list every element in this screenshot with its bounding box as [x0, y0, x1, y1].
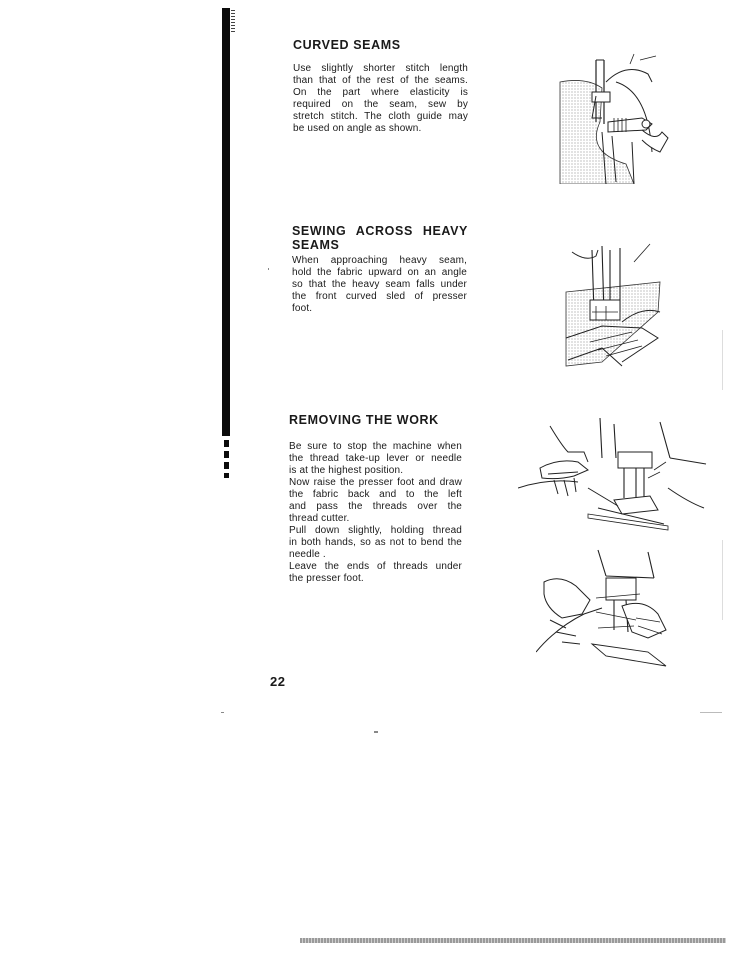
title-line: SEAMS: [292, 238, 340, 252]
body-line: be used on angle as shown.: [293, 123, 422, 134]
scan-edge-rule: [300, 938, 726, 943]
section-title-heavy-seams: [292, 224, 468, 252]
curved-seam-illustration: [556, 52, 676, 184]
margin-bar: [222, 8, 230, 436]
body-line: the fabric back and to the left: [289, 489, 462, 500]
scan-speck: [221, 712, 224, 713]
body-line: needle .: [289, 549, 326, 560]
scan-speck: [722, 540, 723, 620]
body-line: hold the fabric upward on an angle: [292, 267, 467, 278]
body-line: required on the seam, sew by: [293, 99, 468, 110]
body-line: the presser foot.: [289, 573, 364, 584]
section-body-removing-work: [289, 441, 462, 585]
scan-speck: [700, 712, 722, 713]
section-body-curved-seams: [293, 63, 468, 135]
body-line: in both hands, so as not to bend the: [289, 537, 462, 548]
margin-bar-segment: [224, 440, 229, 447]
body-line: Now raise the presser foot and draw: [289, 477, 462, 488]
scan-speck: [722, 330, 723, 390]
margin-bar-segment: [224, 451, 229, 458]
body-line: When approaching heavy seam,: [292, 255, 467, 266]
body-line: thread cutter.: [289, 513, 350, 524]
body-line: Pull down slightly, holding thread: [289, 525, 462, 536]
raise-presser-foot-illustration: [518, 418, 710, 532]
section-title-curved-seams: CURVED SEAMS: [293, 38, 401, 52]
body-line: than that of the rest of the seams.: [293, 75, 468, 86]
margin-bar-mark: [231, 10, 235, 32]
body-line: On the part where elasticity is: [293, 87, 468, 98]
scan-speck: [374, 731, 378, 733]
pull-threads-illustration: [536, 548, 672, 670]
body-line: is at the highest position.: [289, 465, 404, 476]
body-line: the thread take-up lever or needle: [289, 453, 462, 464]
body-line: Leave the ends of threads under: [289, 561, 462, 572]
body-line: foot.: [292, 303, 313, 314]
heavy-seam-illustration: [562, 242, 666, 370]
page-number: 22: [270, 674, 286, 689]
body-line: so that the heavy seam falls under: [292, 279, 467, 290]
body-line: stretch stitch. The cloth guide may: [293, 111, 468, 122]
margin-bar-segment: [224, 473, 229, 478]
body-line: Be sure to stop the machine when: [289, 441, 462, 452]
section-title-removing-work: REMOVING THE WORK: [289, 413, 439, 427]
body-line: the front curved sled of presser: [292, 291, 467, 302]
body-line: Use slightly shorter stitch length: [293, 63, 468, 74]
section-body-heavy-seams: [292, 255, 467, 315]
scan-speck: [268, 268, 269, 270]
body-line: and pass the threads over the: [289, 501, 462, 512]
margin-bar-segment: [224, 462, 229, 469]
title-line: SEWING ACROSS HEAVY: [292, 224, 468, 238]
